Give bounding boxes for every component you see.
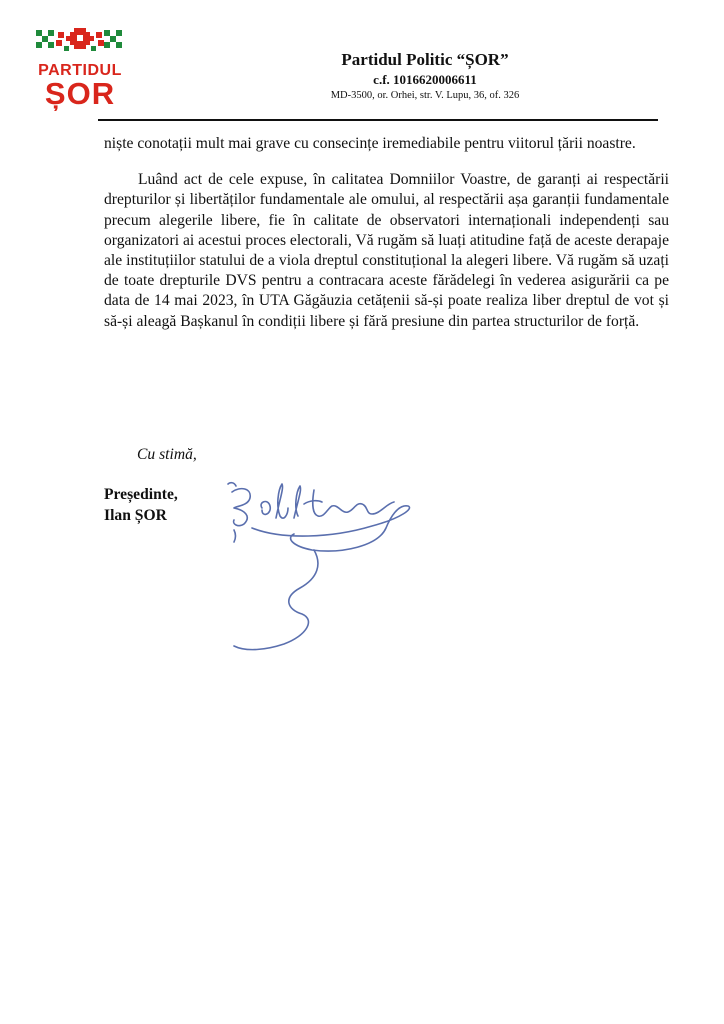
letterhead [280, 50, 570, 101]
party-logo [34, 26, 126, 118]
header-divider [98, 119, 658, 121]
logo-bottom-word: ȘOR [44, 76, 116, 111]
logo-top-word: PARTIDUL [38, 62, 122, 79]
fiscal-code: c.f. 1016620006611 [373, 72, 477, 87]
embroidery-ornament-icon [34, 26, 126, 66]
closing-salutation: Cu stimă, [137, 446, 197, 463]
signer-name: Ilan ȘOR [104, 507, 167, 524]
signer-title: Președinte, [104, 486, 178, 503]
signer-block [104, 484, 178, 526]
body-paragraph-2: Luând act de cele expuse, în calitatea Domniilor Voastre, de garanți ai respectării drepturilor și libertăților fundamentale ale omului, al respectării așa garanții fundamentale precum alegerile libere, fie în calitate de observatori internaționali independenți sau organizatori ai acestui proces electorali, Vă rugăm să luați atitudine față de aceste derapaje ale instituțiilor statului de a viola dreptul constituțional la alegeri libere. Vă rugăm să uzați de toate drepturile DVS pentru a contracara aceste fărădelegi în vederea asigurării ca pe data de 14 mai 2023, în UTA Găgăuzia cetățenii să-și poate realiza liber dreptul de vot și să-și aleagă Bașkanul în condiții libere și fără presiune din partea structurilor de forță. [104, 171, 669, 330]
party-address: MD-3500, or. Orhei, str. V. Lupu, 36, of. 326 [330, 90, 520, 101]
letter-body [104, 134, 669, 332]
party-name: Partidul Politic “ȘOR” [341, 50, 509, 69]
body-paragraph-1: niște conotații mult mai grave cu consecințe iremediabile pentru viitorul țării noastre. [104, 135, 636, 152]
handwritten-signature [222, 478, 417, 658]
